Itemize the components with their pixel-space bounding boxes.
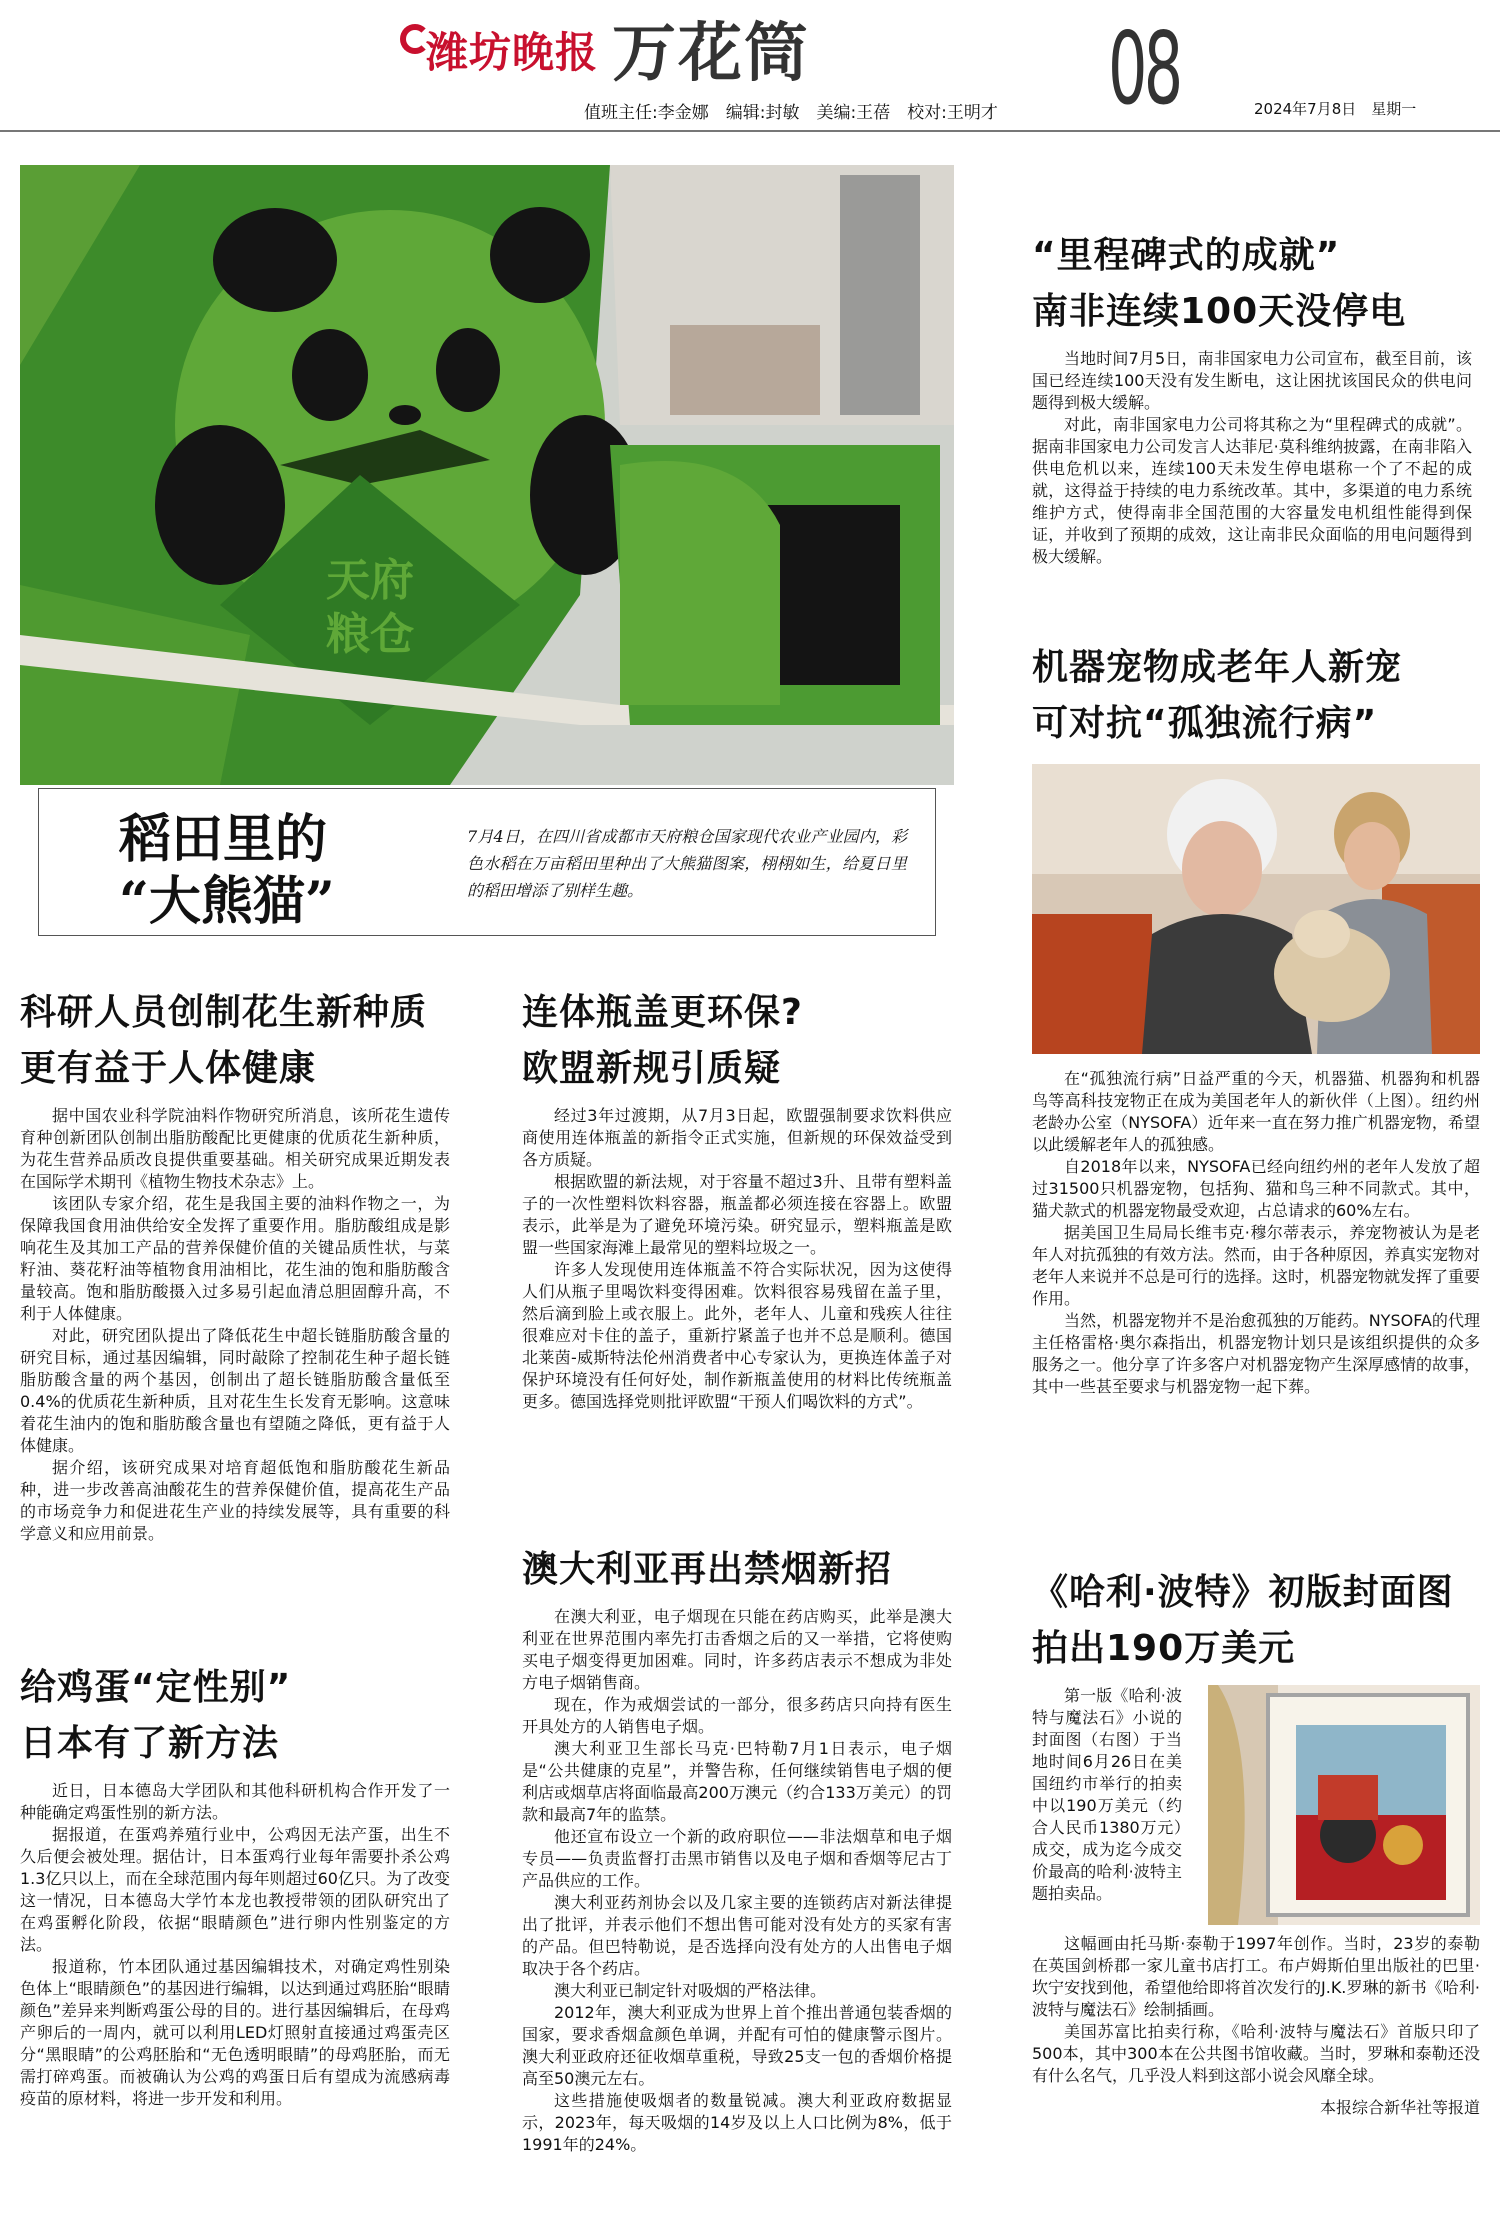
article-headline: 科研人员创制花生新种质 更有益于人体健康 [20,992,428,1089]
issue-date: 2024年7月8日 星期一 [1254,100,1417,118]
article-paragraph: 近日，日本德岛大学团队和其他科研机构合作开发了一种能确定鸡蛋性别的新方法。 [20,1781,450,1822]
article-body [1032,348,1472,568]
article-paragraph: 澳大利亚已制定针对吸烟的严格法律。 [554,1981,827,2000]
robot-pet-photo [1032,764,1480,1054]
elderly-women-with-robot-cat-image [1032,764,1480,1054]
article-paragraph: 当地时间7月5日，南非国家电力公司宣布，截至目前，该国已经连续100天没有发生断电，这让困扰该国民众的供电问题得到极大缓解。 [1032,349,1472,412]
newspaper-brand: 潍坊晚报 [426,28,599,77]
article-potter [1032,1565,1480,2118]
article-paragraph: 当然，机器宠物并不是治愈孤独的万能药。NYSOFA的代理主任格雷格·奥尔森指出，机器宠物计划只是该组织提供的众多服务之一。他分享了许多客户对机器宠物产生深厚感情的故事，其中一些甚至要求与机器宠物一起下葬。 [1032,1311,1481,1396]
photo-caption: 7月4日，在四川省成都市天府粮仓国家现代农业产业园内，彩色水稻在万亩稻田里种出了大熊猫图案，栩栩如生，给夏日里的稻田增添了别样生趣。 [467,827,907,900]
source-note: 本报综合新华社等报道 [1319,2098,1480,2117]
article-body [522,1105,952,1413]
article-paragraph: 澳大利亚药剂协会以及几家主要的连锁药店对新法律提出了批评，并表示他们不想出售可能对没有处方的买家有害的产品。但巴特勒说，是否选择向没有处方的人出售电子烟取决于各个药店。 [522,1893,952,1978]
photo-title: 稻田里的 “大熊猫” [119,809,335,932]
panda-rice-field-photo [20,165,954,785]
article-smoking [522,1542,952,2156]
article-paragraph: 2012年，澳大利亚成为世界上首个推出普通包装香烟的国家，要求香烟盒颜色单调，并配有可怕的健康警示图片。澳大利亚政府还征收烟草重税，导致25支一包的香烟价格提高至50澳元左右。 [522,2003,952,2088]
article-paragraph: 许多人发现使用连体瓶盖不符合实际状况，因为这使得人们从瓶子里喝饮料变得困难。饮料很容易残留在盖子里，然后滴到脸上或衣服上。此外，老年人、儿童和残疾人往往很难应对卡住的盖子，重新拧紧盖子也并不总是顺利。德国北莱茵-威斯特法伦州消费者中心专家认为，更换连体盖子对保护环境没有任何好处，制作新瓶盖使用的材料比传统瓶盖更多。德国选择党则批评欧盟“干预人们喝饮料的方式”。 [522,1260,952,1411]
article-paragraph: 自2018年以来，NYSOFA已经向纽约州的老年人发放了超过31500只机器宠物，包括狗、猫和鸟三种不同款式。其中，猫犬款式的机器宠物最受欢迎，占总请求的60%左右。 [1032,1157,1480,1220]
article-paragraph: 据介绍，该研究成果对培育超低饱和脂肪酸花生新品种，进一步改善高油酸花生的营养保健价值，提高花生产品的市场竞争力和促进花生产业的持续发展等，具有重要的科学意义和应用前景。 [20,1458,450,1543]
article-paragraph: 该团队专家介绍，花生是我国主要的油料作物之一，为保障我国食用油供给安全发挥了重要作用。脂肪酸组成是影响花生及其加工产品的营养保健价值的关键品质性状，与菜籽油、葵花籽油等植物食用油相比，花生油的饱和脂肪酸含量较高。饱和脂肪酸摄入过多易引起血清总胆固醇升高，不利于人体健康。 [20,1194,450,1323]
field-text-line-1: 天府 [326,555,414,606]
article-paragraph: 据报道，在蛋鸡养殖行业中，公鸡因无法产蛋，出生不久后便会被处理。据估计，日本蛋鸡行业每年需要扑杀公鸡1.3亿只以上，而在全球范围内每年则超过60亿只。为了改变这一情况，日本德岛大学竹本龙也教授带领的团队研究出了在鸡蛋孵化阶段，依据“眼睛颜色”进行卵内性别鉴定的方法。 [20,1825,450,1954]
article-headline: 《哈利·波特》初版封面图 拍出190万美元 [1032,1572,1454,1669]
rice-field-aerial-image [20,165,954,785]
harry-potter-cover-art-image [1208,1685,1480,1925]
article-paragraph: 对此，研究团队提出了降低花生中超长链脂肪酸含量的研究目标，通过基因编辑，同时敲除了控制花生种子超长链脂肪酸含量的两个基因，创制出了超长链脂肪酸含量低至0.4%的优质花生新种质，且对花生生长发育无影响。这意味着花生油内的饱和脂肪酸含量也有望随之降低，更有益于人体健康。 [20,1326,450,1455]
article-paragraph: 报道称，竹本团队通过基因编辑技术，对确定鸡性别染色体上“眼睛颜色”的基因进行编辑，以达到通过鸡胚胎“眼睛颜色”差异来判断鸡蛋公母的目的。进行基因编辑后，在母鸡产卵后的一周内，就可以利用LED灯照射直接通过鸡蛋壳区分“黑眼睛”的公鸡胚胎和“无色透明眼睛”的母鸡胚胎，而无需打碎鸡蛋。而被确认为公鸡的鸡蛋日后有望成为流感病毒疫苗的原材料，将进一步开发和利用。 [20,1957,450,2108]
article-paragraph: 经过3年过渡期，从7月3日起，欧盟强制要求饮料供应商使用连体瓶盖的新指令正式实施，但新规的环保效益受到各方质疑。 [522,1106,952,1169]
article-paragraph: 根据欧盟的新法规，对于容量不超过3升、且带有塑料盖子的一次性塑料饮料容器，瓶盖都必须连接在容器上。欧盟表示，此举是为了避免环境污染。研究显示，塑料瓶盖是欧盟一些国家海滩上最常见的塑料垃圾之一。 [522,1172,952,1257]
article-paragraph: 第一版《哈利·波特与魔法石》小说的封面图（右图）于当地时间6月26日在美国纽约市举行的拍卖中以190万美元（约合人民币1380万元）成交，成为迄今成交价最高的哈利·波特主题拍卖品。 [1032,1686,1182,1903]
article-paragraph: 现在，作为戒烟尝试的一部分，很多药店只向持有医生开具处方的人销售电子烟。 [522,1695,952,1736]
article-headline: 机器宠物成老年人新宠 可对抗“孤独流行病” [1032,647,1403,744]
article-power [1032,228,1472,568]
article-robots [1032,640,1480,1398]
potter-cover-photo [1208,1685,1480,1925]
article-headline: 连体瓶盖更环保? 欧盟新规引质疑 [522,992,803,1089]
article-paragraph: 美国苏富比拍卖行称，《哈利·波特与魔法石》首版只印了500本，其中300本在公共图书馆收藏。当时，罗琳和泰勒还没有什么名气，几乎没人料到这部小说会风靡全球。 [1032,2022,1480,2085]
article-paragraph: 澳大利亚卫生部长马克·巴特勒7月1日表示，电子烟是“公共健康的克星”，并警告称，任何继续销售电子烟的便利店或烟草店将面临最高200万澳元（约合133万美元）的罚款和最高7年的监禁。 [522,1739,952,1824]
article-body [20,1780,450,2110]
potter-wrap-block [1032,1685,1480,1977]
article-paragraph: 在澳大利亚，电子烟现在只能在药店购买，此举是澳大利亚在世界范围内率先打击香烟之后的又一举措，它将使购买电子烟变得更加困难。同时，许多药店表示不想成为非处方电子烟销售商。 [522,1607,952,1692]
field-text-line-2: 粮仓 [326,609,414,660]
article-headline: 给鸡蛋“定性别” 日本有了新方法 [20,1667,292,1764]
article-body [522,1606,952,2156]
article-body [1032,1068,1480,1398]
article-paragraph: 据美国卫生局局长维韦克·穆尔蒂表示，养宠物被认为是老年人对抗孤独的有效方法。然而，由于各种原因，养真实宠物对老年人来说并不总是可行的选择。这时，机器宠物就发挥了重要作用。 [1032,1223,1481,1308]
article-caps [522,985,952,1413]
article-headline: “里程碑式的成就” 南非连续100天没停电 [1032,235,1407,332]
header-divider [0,130,1500,132]
article-paragraph: 对此，南非国家电力公司将其称之为“里程碑式的成就”。据南非国家电力公司发言人达菲尼·莫科维纳披露，在南非陷入供电危机以来，连续100天未发生停电堪称一个了不起的成就，这得益于持续的电力系统改革。其中，多渠道的电力系统维护方式，使得南非全国范围的大容量发电机组性能得到保证，并收到了预期的成效，这让南非民众面临的用电问题得到极大缓解。 [1032,415,1472,566]
page-number: 08 [1108,10,1180,127]
article-paragraph: 他还宣布设立一个新的政府职位——非法烟草和电子烟专员——负责监督打击黑市销售以及电子烟和香烟等尼古丁产品供应的工作。 [522,1827,952,1890]
photo-caption-box [38,788,936,936]
article-eggs [20,1660,450,2110]
article-body [20,1105,450,1545]
article-peanut [20,985,450,1545]
article-paragraph: 这幅画由托马斯·泰勒于1997年创作。当时，23岁的泰勒在英国剑桥郡一家儿童书店打工。布卢姆斯伯里出版社的巴里·坎宁安找到他，希望他给即将首次发行的J.K.罗琳的新书《哈利·波特与魔法石》绘制插画。 [1032,1934,1480,2019]
article-headline: 澳大利亚再出禁烟新招 [522,1549,893,1590]
article-paragraph: 在“孤独流行病”日益严重的今天，机器猫、机器狗和机器鸟等高科技宠物正在成为美国老年人的新伙伴（上图）。纽约州老龄办公室（NYSOFA）近年来一直在努力推广机器宠物，希望以此缓解老年人的孤独感。 [1032,1069,1480,1154]
article-paragraph: 这些措施使吸烟者的数量锐减。澳大利亚政府数据显示，2023年，每天吸烟的14岁及以上人口比例为8%，低于1991年的24%。 [522,2091,952,2154]
section-title: 万花筒 [612,16,810,91]
editor-credits: 值班主任:李金娜 编辑:封敏 美编:王蓓 校对:王明才 [584,103,998,123]
article-paragraph: 据中国农业科学院油料作物研究所消息，该所花生遗传育种创新团队创制出脂肪酸配比更健康的优质花生新种质，为花生营养品质改良提供重要基础。相关研究成果近期发表在国际学术期刊《植物生物技术杂志》上。 [20,1106,450,1191]
